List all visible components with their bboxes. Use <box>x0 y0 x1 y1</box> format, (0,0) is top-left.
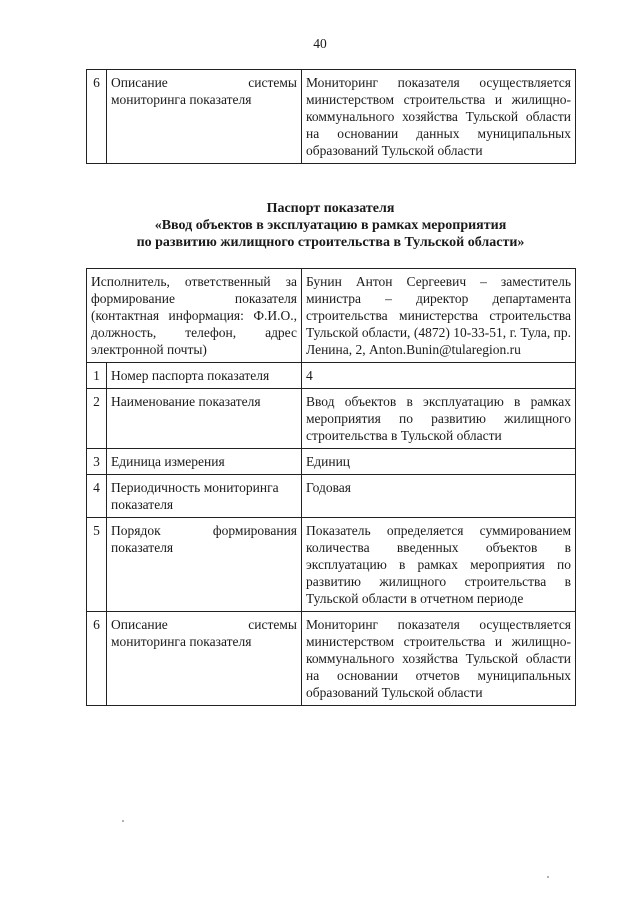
row-value: Единиц <box>302 449 576 475</box>
row-value: Мониторинг показателя осуществляется министерством строительства и жилищно-коммунального хозяйства Тульской области на основании отчетов муниципальных образований Тульской области <box>302 612 576 706</box>
row-number: 3 <box>87 449 107 475</box>
passport-table <box>86 268 576 706</box>
row-number: 6 <box>87 70 107 164</box>
row-value: Годовая <box>302 475 576 518</box>
scan-speck <box>547 876 549 878</box>
row-number: 1 <box>87 363 107 389</box>
table-row <box>87 70 576 164</box>
row-label: Периодичность мониторинга показателя <box>107 475 302 518</box>
row-number: 5 <box>87 518 107 612</box>
table-row <box>87 449 576 475</box>
row-value: Показатель определяется суммированием количества введенных объектов в эксплуатацию в рамках мероприятия по развитию жилищного строительства в Тульской области в отчетном периоде <box>302 518 576 612</box>
passport-subtitle-line1: «Ввод объектов в эксплуатацию в рамках мероприятия <box>154 218 507 233</box>
passport-heading <box>86 200 575 251</box>
executor-value: Бунин Антон Сергеевич – заместитель министра – директор департамента строительства министерства строительства Тульской области, (4872) 10-33-51, г. Тула, пр. Ленина, 2, Anton.Bunin@tularegion.ru <box>302 269 576 363</box>
row-value: 4 <box>302 363 576 389</box>
row-number: 2 <box>87 389 107 449</box>
table-row <box>87 475 576 518</box>
row-number: 4 <box>87 475 107 518</box>
row-label: Порядок формирования показателя <box>107 518 302 612</box>
continued-table <box>86 69 576 164</box>
scan-speck <box>122 820 124 822</box>
table-row <box>87 363 576 389</box>
passport-subtitle-line2: по развитию жилищного строительства в Тульской области» <box>136 235 525 250</box>
page-number: 40 <box>313 36 327 51</box>
table-row <box>87 612 576 706</box>
table-row <box>87 389 576 449</box>
executor-label: Исполнитель, ответственный за формирование показателя (контактная информация: Ф.И.О., должность, телефон, адрес электронной почты) <box>87 269 302 363</box>
row-label: Описание системы мониторинга показателя <box>107 70 302 164</box>
table-row <box>87 518 576 612</box>
row-label: Единица измерения <box>107 449 302 475</box>
row-number: 6 <box>87 612 107 706</box>
row-label: Описание системы мониторинга показателя <box>107 612 302 706</box>
row-label: Наименование показателя <box>107 389 302 449</box>
row-value: Ввод объектов в эксплуатацию в рамках мероприятия по развитию жилищного строительства в Тульской области <box>302 389 576 449</box>
executor-row <box>87 269 576 363</box>
row-value: Мониторинг показателя осуществляется министерством строительства и жилищно-коммунального хозяйства Тульской области на основании данных муниципальных образований Тульской области <box>302 70 576 164</box>
passport-title: Паспорт показателя <box>266 201 395 216</box>
row-label: Номер паспорта показателя <box>107 363 302 389</box>
